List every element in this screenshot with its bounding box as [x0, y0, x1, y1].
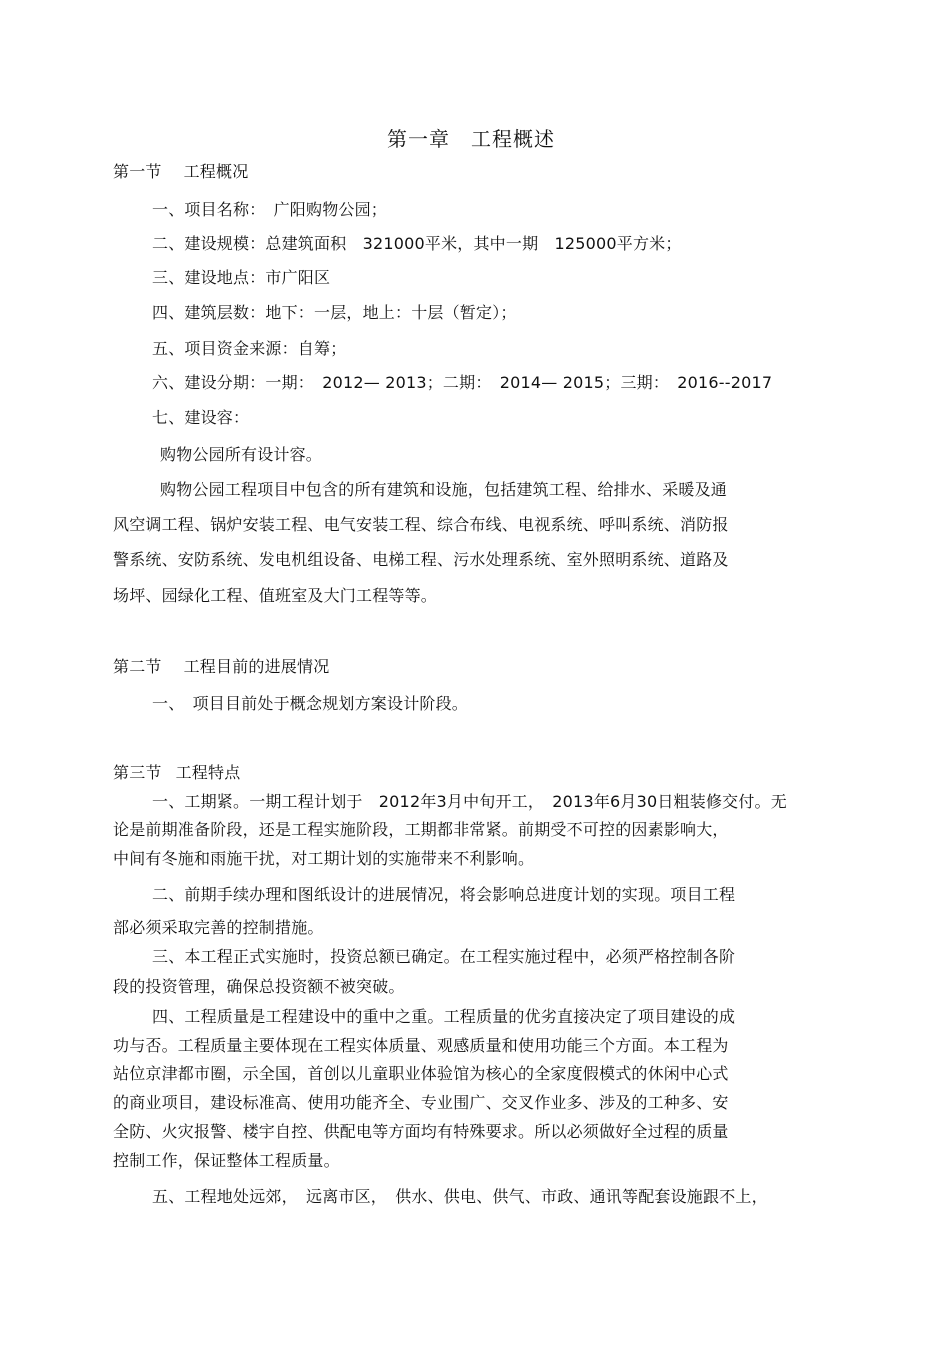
paragraph-line: 风空调工程、锅炉安装工程、电气安装工程、综合布线、电视系统、呼叫系统、消防报: [113, 515, 729, 534]
list-item: 三、建设地点：市广阳区: [152, 268, 331, 287]
section-heading-1: [113, 162, 248, 182]
list-item: 二、建设规模：总建筑面积 321000平米，其中一期 125000平方米；: [152, 234, 682, 253]
section-heading-3: [113, 763, 240, 783]
paragraph-line: 的商业项目，建设标准高、使用功能齐全、专业围广、交叉作业多、涉及的工种多、安: [113, 1093, 729, 1112]
paragraph-line: 控制工作，保证整体工程质量。: [113, 1151, 340, 1170]
section-number: 第三节: [113, 763, 162, 782]
chapter-title: 第一章 工程概述: [387, 127, 555, 151]
list-item: 六、建设分期：一期： 2012— 2013；二期： 2014— 2015；三期： 2016--2017: [152, 373, 773, 392]
section-number: 第一节: [113, 162, 162, 181]
list-item: 四、建筑层数：地下：一层，地上：十层（暂定）；: [152, 303, 517, 322]
paragraph-line: 站位京津都市圈，示全国，首创以儿童职业体验馆为核心的全家度假模式的休闲中心式: [113, 1064, 729, 1083]
list-item: 一、项目名称： 广阳购物公园；: [152, 200, 388, 219]
paragraph-line: 二、前期手续办理和图纸设计的进展情况，将会影响总进度计划的实现。项目工程: [152, 885, 736, 904]
section-title: 工程目前的进展情况: [183, 657, 330, 676]
paragraph-line: 警系统、安防系统、发电机组设备、电梯工程、污水处理系统、室外照明系统、道路及: [113, 550, 729, 569]
list-item: 一、 项目目前处于概念规划方案设计阶段。: [152, 694, 469, 713]
paragraph-line: 中间有冬施和雨施干扰，对工期计划的实施带来不利影响。: [113, 849, 535, 868]
content-line: 购物公园所有设计容。: [160, 445, 323, 464]
list-item: 七、建设容：: [152, 408, 250, 427]
section-title: 工程特点: [175, 763, 241, 782]
section-number: 第二节: [113, 657, 162, 676]
paragraph-line: 三、本工程正式实施时，投资总额已确定。在工程实施过程中，必须严格控制各阶: [152, 947, 736, 966]
paragraph-line: 部必须采取完善的控制措施。: [113, 918, 324, 937]
paragraph-line: 全防、火灾报警、楼宇自控、供配电等方面均有特殊要求。所以必须做好全过程的质量: [113, 1122, 729, 1141]
paragraph-line: 场坪、园绿化工程、值班室及大门工程等等。: [113, 586, 438, 605]
paragraph-line: 论是前期准备阶段，还是工程实施阶段，工期都非常紧。前期受不可控的因素影响大，: [113, 820, 729, 839]
list-item: 五、项目资金来源：自筹；: [152, 339, 347, 358]
paragraph-line: 段的投资管理，确保总投资额不被突破。: [113, 977, 405, 996]
paragraph-line: 四、工程质量是工程建设中的重中之重。工程质量的优劣直接决定了项目建设的成: [152, 1007, 736, 1026]
section-title: 工程概况: [183, 162, 249, 181]
section-heading-2: [113, 657, 329, 677]
paragraph-line: 五、工程地处远郊， 远离市区， 供水、供电、供气、市政、通讯等配套设施跟不上，: [152, 1187, 768, 1206]
paragraph-line: 一、工期紧。一期工程计划于 2012年3月中旬开工， 2013年6月30日粗装修交付。无: [152, 792, 787, 811]
paragraph-line: 购物公园工程项目中包含的所有建筑和设施，包括建筑工程、给排水、采暖及通: [160, 480, 728, 499]
paragraph-line: 功与否。工程质量主要体现在工程实体质量、观感质量和使用功能三个方面。本工程为: [113, 1036, 729, 1055]
